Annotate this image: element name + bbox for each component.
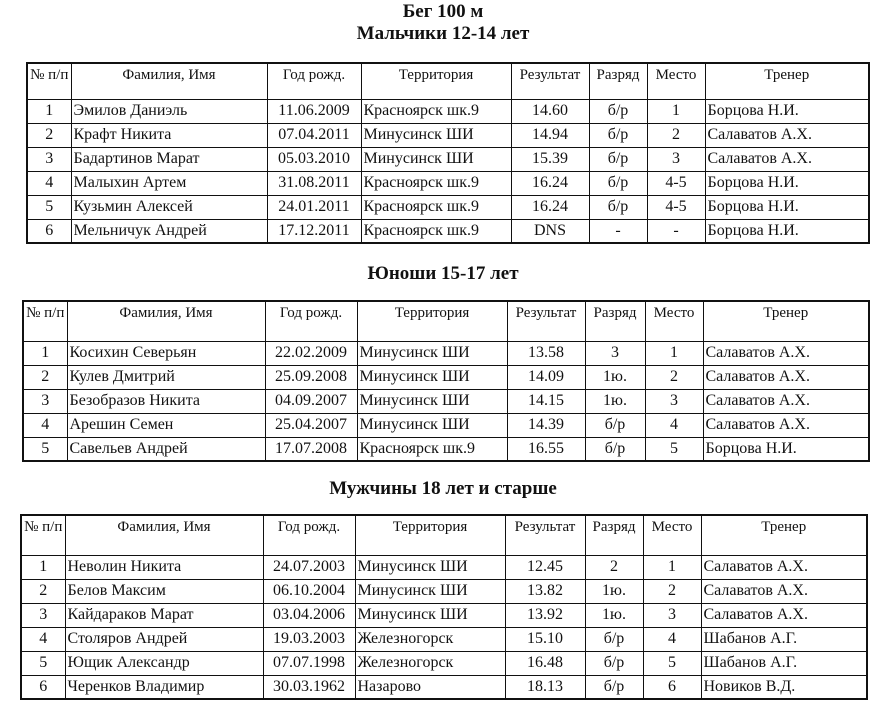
coach-name-cell: Салаватов А.Х. (703, 413, 869, 437)
birth-date-cell: 30.03.1962 (263, 675, 355, 699)
birth-date-cell: 17.07.2008 (265, 437, 357, 461)
header-year: Год рожд. (265, 301, 357, 341)
sport-rank-cell: - (589, 219, 647, 243)
sport-rank-cell: б/р (589, 195, 647, 219)
row-number-cell: 1 (27, 99, 71, 123)
athlete-name-cell: Косихин Северьян (67, 341, 265, 365)
territory-cell: Железногорск (355, 651, 505, 675)
place-cell: 4 (643, 627, 701, 651)
table-row (27, 171, 869, 195)
sport-rank-cell: 1ю. (585, 579, 643, 603)
birth-date-cell: 07.07.1998 (263, 651, 355, 675)
place-cell: 1 (647, 99, 705, 123)
coach-name-cell: Новиков В.Д. (701, 675, 867, 699)
birth-date-cell: 19.03.2003 (263, 627, 355, 651)
place-cell: 1 (643, 555, 701, 579)
athlete-name-cell: Кайдараков Марат (65, 603, 263, 627)
birth-date-cell: 24.01.2011 (267, 195, 361, 219)
athlete-name-cell: Бадартинов Марат (71, 147, 267, 171)
birth-date-cell: 31.08.2011 (267, 171, 361, 195)
header-coach: Тренер (701, 515, 867, 555)
sport-rank-cell: б/р (585, 675, 643, 699)
result-time-cell: 16.24 (511, 195, 589, 219)
sport-rank-cell: 1ю. (585, 603, 643, 627)
birth-date-cell: 07.04.2011 (267, 123, 361, 147)
territory-cell: Минусинск ШИ (355, 579, 505, 603)
athlete-name-cell: Ющик Александр (65, 651, 263, 675)
territory-cell: Минусинск ШИ (361, 147, 511, 171)
header-result: Результат (505, 515, 585, 555)
athlete-name-cell: Столяров Андрей (65, 627, 263, 651)
birth-date-cell: 22.02.2009 (265, 341, 357, 365)
header-territory: Территория (361, 63, 511, 99)
result-time-cell: 13.82 (505, 579, 585, 603)
coach-name-cell: Борцова Н.И. (703, 437, 869, 461)
territory-cell: Красноярск шк.9 (361, 99, 511, 123)
event-title: Бег 100 м (402, 1, 484, 22)
result-time-cell: 12.45 (505, 555, 585, 579)
sport-rank-cell: б/р (585, 627, 643, 651)
birth-date-cell: 11.06.2009 (267, 99, 361, 123)
header-territory: Территория (357, 301, 507, 341)
result-time-cell: 13.58 (507, 341, 585, 365)
result-time-cell: 14.15 (507, 389, 585, 413)
coach-name-cell: Салаватов А.Х. (705, 123, 869, 147)
territory-cell: Минусинск ШИ (357, 413, 507, 437)
row-number-cell: 2 (21, 579, 65, 603)
table-row (21, 627, 867, 651)
place-cell: - (647, 219, 705, 243)
coach-name-cell: Салаватов А.Х. (701, 603, 867, 627)
header-rank: Разряд (585, 515, 643, 555)
table-row (21, 603, 867, 627)
sport-rank-cell: б/р (589, 147, 647, 171)
table-row (23, 413, 869, 437)
results-table-men-18-plus (20, 514, 868, 700)
sport-rank-cell: б/р (585, 651, 643, 675)
header-num: № п/п (23, 301, 67, 341)
table-row (27, 123, 869, 147)
athlete-name-cell: Черенков Владимир (65, 675, 263, 699)
territory-cell: Красноярск шк.9 (361, 195, 511, 219)
athlete-name-cell: Неволин Никита (65, 555, 263, 579)
header-place: Место (647, 63, 705, 99)
athlete-name-cell: Эмилов Даниэль (71, 99, 267, 123)
athlete-name-cell: Арешин Семен (67, 413, 265, 437)
sport-rank-cell: б/р (589, 99, 647, 123)
place-cell: 5 (643, 651, 701, 675)
place-cell: 6 (643, 675, 701, 699)
header-place: Место (645, 301, 703, 341)
header-rank: Разряд (589, 63, 647, 99)
birth-date-cell: 25.09.2008 (265, 365, 357, 389)
territory-cell: Минусинск ШИ (357, 341, 507, 365)
sport-rank-cell: 3 (585, 341, 645, 365)
coach-name-cell: Салаватов А.Х. (703, 341, 869, 365)
place-cell: 2 (643, 579, 701, 603)
header-num: № п/п (21, 515, 65, 555)
row-number-cell: 1 (23, 341, 67, 365)
header-name: Фамилия, Имя (67, 301, 265, 341)
header-year: Год рожд. (263, 515, 355, 555)
table-row (23, 437, 869, 461)
result-time-cell: 15.39 (511, 147, 589, 171)
athlete-name-cell: Кулев Дмитрий (67, 365, 265, 389)
territory-cell: Минусинск ШИ (357, 389, 507, 413)
place-cell: 4 (645, 413, 703, 437)
table-row (23, 341, 869, 365)
header-year: Год рожд. (267, 63, 361, 99)
header-result: Результат (507, 301, 585, 341)
athlete-name-cell: Кузьмин Алексей (71, 195, 267, 219)
table-row (21, 579, 867, 603)
coach-name-cell: Салаватов А.Х. (705, 147, 869, 171)
table-row (21, 675, 867, 699)
table-row (27, 195, 869, 219)
birth-date-cell: 05.03.2010 (267, 147, 361, 171)
territory-cell: Минусинск ШИ (355, 555, 505, 579)
coach-name-cell: Салаватов А.Х. (701, 579, 867, 603)
table-row (27, 219, 869, 243)
row-number-cell: 6 (21, 675, 65, 699)
coach-name-cell: Борцова Н.И. (705, 99, 869, 123)
header-result: Результат (511, 63, 589, 99)
place-cell: 3 (647, 147, 705, 171)
coach-name-cell: Салаватов А.Х. (701, 555, 867, 579)
coach-name-cell: Борцова Н.И. (705, 171, 869, 195)
territory-cell: Красноярск шк.9 (357, 437, 507, 461)
header-coach: Тренер (705, 63, 869, 99)
row-number-cell: 3 (27, 147, 71, 171)
birth-date-cell: 06.10.2004 (263, 579, 355, 603)
result-time-cell: 14.60 (511, 99, 589, 123)
athlete-name-cell: Безобразов Никита (67, 389, 265, 413)
row-number-cell: 1 (21, 555, 65, 579)
coach-name-cell: Салаватов А.Х. (703, 365, 869, 389)
territory-cell: Минусинск ШИ (357, 365, 507, 389)
row-number-cell: 4 (21, 627, 65, 651)
place-cell: 4-5 (647, 195, 705, 219)
birth-date-cell: 03.04.2006 (263, 603, 355, 627)
table-row (23, 365, 869, 389)
header-territory: Территория (355, 515, 505, 555)
result-time-cell: 16.48 (505, 651, 585, 675)
result-time-cell: 14.09 (507, 365, 585, 389)
results-table-juniors-15-17 (22, 300, 870, 462)
place-cell: 1 (645, 341, 703, 365)
coach-name-cell: Шабанов А.Г. (701, 651, 867, 675)
athlete-name-cell: Крафт Никита (71, 123, 267, 147)
sport-rank-cell: 1ю. (585, 365, 645, 389)
territory-cell: Красноярск шк.9 (361, 219, 511, 243)
coach-name-cell: Шабанов А.Г. (701, 627, 867, 651)
place-cell: 3 (643, 603, 701, 627)
row-number-cell: 2 (23, 365, 67, 389)
results-table-boys-12-14 (26, 62, 870, 244)
athlete-name-cell: Савельев Андрей (67, 437, 265, 461)
coach-name-cell: Борцова Н.И. (705, 195, 869, 219)
group-title-juniors-15-17: Юноши 15-17 лет (367, 263, 519, 284)
birth-date-cell: 25.04.2007 (265, 413, 357, 437)
sport-rank-cell: 1ю. (585, 389, 645, 413)
row-number-cell: 3 (21, 603, 65, 627)
table-row (21, 651, 867, 675)
row-number-cell: 5 (23, 437, 67, 461)
table-row (23, 389, 869, 413)
athlete-name-cell: Белов Максим (65, 579, 263, 603)
row-number-cell: 4 (23, 413, 67, 437)
result-time-cell: 13.92 (505, 603, 585, 627)
athlete-name-cell: Малыхин Артем (71, 171, 267, 195)
row-number-cell: 6 (27, 219, 71, 243)
header-name: Фамилия, Имя (71, 63, 267, 99)
header-coach: Тренер (703, 301, 869, 341)
header-place: Место (643, 515, 701, 555)
coach-name-cell: Борцова Н.И. (705, 219, 869, 243)
header-num: № п/п (27, 63, 71, 99)
header-rank: Разряд (585, 301, 645, 341)
sport-rank-cell: б/р (589, 123, 647, 147)
coach-name-cell: Салаватов А.Х. (703, 389, 869, 413)
birth-date-cell: 04.09.2007 (265, 389, 357, 413)
row-number-cell: 3 (23, 389, 67, 413)
sport-rank-cell: б/р (589, 171, 647, 195)
place-cell: 3 (645, 389, 703, 413)
place-cell: 2 (647, 123, 705, 147)
result-time-cell: 16.55 (507, 437, 585, 461)
row-number-cell: 2 (27, 123, 71, 147)
place-cell: 2 (645, 365, 703, 389)
table-row (27, 99, 869, 123)
result-time-cell: 14.94 (511, 123, 589, 147)
row-number-cell: 4 (27, 171, 71, 195)
territory-cell: Минусинск ШИ (361, 123, 511, 147)
sport-rank-cell: б/р (585, 437, 645, 461)
place-cell: 4-5 (647, 171, 705, 195)
table-row (27, 147, 869, 171)
group-title-boys-12-14: Мальчики 12-14 лет (356, 23, 530, 44)
sport-rank-cell: 2 (585, 555, 643, 579)
row-number-cell: 5 (21, 651, 65, 675)
result-time-cell: 14.39 (507, 413, 585, 437)
athlete-name-cell: Мельничук Андрей (71, 219, 267, 243)
result-time-cell: 16.24 (511, 171, 589, 195)
table-row (21, 555, 867, 579)
result-time-cell: 15.10 (505, 627, 585, 651)
result-time-cell: 18.13 (505, 675, 585, 699)
place-cell: 5 (645, 437, 703, 461)
birth-date-cell: 24.07.2003 (263, 555, 355, 579)
result-time-cell: DNS (511, 219, 589, 243)
header-name: Фамилия, Имя (65, 515, 263, 555)
group-title-men-18-plus: Мужчины 18 лет и старше (329, 478, 557, 499)
territory-cell: Красноярск шк.9 (361, 171, 511, 195)
territory-cell: Назарово (355, 675, 505, 699)
row-number-cell: 5 (27, 195, 71, 219)
territory-cell: Минусинск ШИ (355, 603, 505, 627)
territory-cell: Железногорск (355, 627, 505, 651)
birth-date-cell: 17.12.2011 (267, 219, 361, 243)
sport-rank-cell: б/р (585, 413, 645, 437)
